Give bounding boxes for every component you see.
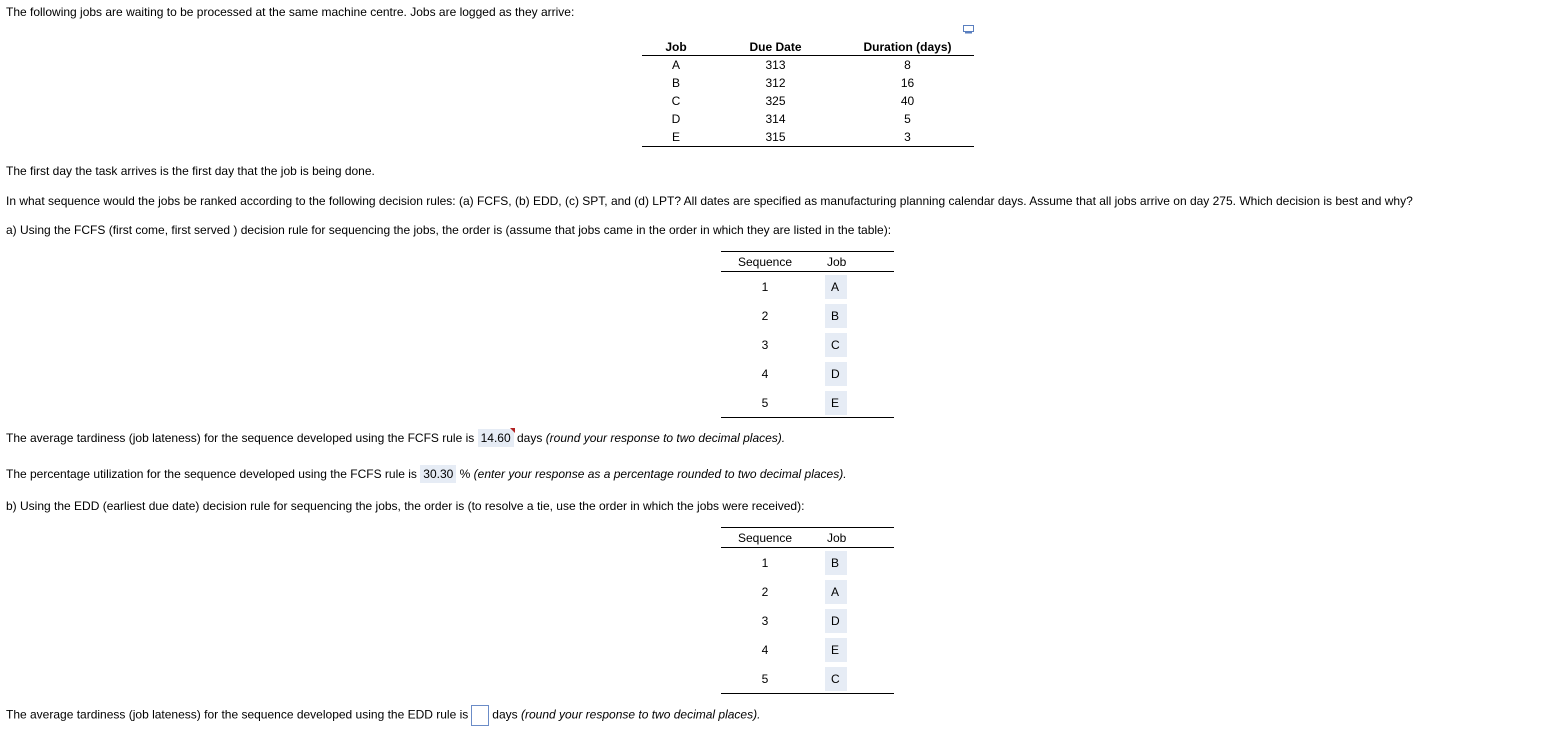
job-cell: E <box>642 128 710 147</box>
fcfs-job-answer[interactable]: E <box>825 391 847 415</box>
sequence-cell: 4 <box>761 366 769 381</box>
table-row <box>642 128 974 147</box>
fcfs-utilization-answer[interactable]: 30.30 <box>420 465 456 483</box>
col-header-duration: Duration (days) <box>841 38 974 56</box>
col-header-sequence: Sequence <box>721 528 809 548</box>
table-row <box>721 548 894 578</box>
expand-table-icon[interactable] <box>963 25 974 34</box>
due-date-cell: 313 <box>765 58 786 72</box>
fcfs-job-answer[interactable]: B <box>825 304 847 328</box>
sequence-cell: 2 <box>761 308 769 323</box>
fcfs-utilization-prefix: The percentage utilization for the sequence developed using the FCFS rule is <box>6 467 417 481</box>
fcfs-tardiness-unit: days <box>516 431 543 445</box>
sequence-cell: 1 <box>761 555 769 570</box>
duration-cell: 40 <box>900 94 915 108</box>
fcfs-tardiness-line <box>6 431 785 445</box>
table-row <box>721 635 894 664</box>
due-date-cell: 312 <box>765 76 786 90</box>
part-b-prompt: b) Using the EDD (earliest due date) decision rule for sequencing the jobs, the order is (to resolve a tie, use the order in which the jobs were received): <box>6 499 805 513</box>
sequence-cell: 1 <box>761 279 769 294</box>
edd-job-answer[interactable]: D <box>825 609 847 633</box>
intro-text: The following jobs are waiting to be processed at the same machine centre. Jobs are logged as they arrive: <box>6 5 575 19</box>
question-text: In what sequence would the jobs be ranked according to the following decision rules: (a) FCFS, (b) EDD, (c) SPT, and (d) LPT? All dates are specified as manufacturing planning calendar days. Assume that all jobs arrive on day 275. Which decision is best and why? <box>6 194 1413 208</box>
fcfs-tardiness-hint: (round your response to two decimal places). <box>545 431 786 445</box>
fcfs-job-answer[interactable]: C <box>825 333 847 357</box>
fcfs-utilization-unit: % <box>459 467 471 481</box>
sequence-cell: 5 <box>721 664 809 694</box>
edd-job-answer[interactable]: E <box>825 638 847 662</box>
table-row <box>642 92 974 110</box>
edd-tardiness-line <box>6 705 760 726</box>
due-date-cell: 314 <box>765 112 786 126</box>
fcfs-utilization-line <box>6 467 847 481</box>
col-header-job: Job <box>642 38 710 56</box>
edd-sequence-table <box>721 527 894 694</box>
duration-cell: 16 <box>900 76 915 90</box>
fcfs-job-answer[interactable]: A <box>825 275 847 299</box>
table-row <box>642 74 974 92</box>
table-row <box>642 56 974 75</box>
sequence-cell: 4 <box>761 642 769 657</box>
sequence-cell: 5 <box>721 388 809 418</box>
table-row <box>721 359 894 388</box>
job-cell: C <box>671 94 681 108</box>
edd-job-answer[interactable]: A <box>825 580 847 604</box>
fcfs-job-answer[interactable]: D <box>825 362 847 386</box>
job-cell: D <box>671 112 681 126</box>
edd-tardiness-prefix: The average tardiness (job lateness) for the sequence developed using the EDD rule is <box>6 707 469 722</box>
sequence-cell: 3 <box>761 613 769 628</box>
table-row <box>721 577 894 606</box>
duration-cell: 3 <box>841 128 974 147</box>
edd-tardiness-hint: (round your response to two decimal places). <box>520 707 761 722</box>
jobs-table <box>642 38 974 147</box>
table-row <box>721 272 894 302</box>
due-date-cell: 315 <box>710 128 841 147</box>
due-date-cell: 325 <box>765 94 786 108</box>
table-row <box>721 606 894 635</box>
fcfs-tardiness-prefix: The average tardiness (job lateness) for the sequence developed using the FCFS rule is <box>6 431 475 445</box>
col-header-job: Job <box>809 252 894 272</box>
table-row <box>721 330 894 359</box>
table-row <box>642 110 974 128</box>
edd-job-answer[interactable]: C <box>825 667 847 691</box>
sequence-cell: 3 <box>761 337 769 352</box>
fcfs-sequence-table <box>721 251 894 418</box>
duration-cell: 5 <box>904 112 911 126</box>
edd-job-answer[interactable]: B <box>825 551 847 575</box>
edd-tardiness-unit: days <box>492 707 518 722</box>
col-header-sequence: Sequence <box>721 252 809 272</box>
table-row <box>721 664 894 694</box>
table-row <box>721 301 894 330</box>
job-cell: B <box>671 76 680 90</box>
col-header-due-date: Due Date <box>710 38 841 56</box>
fcfs-utilization-hint: (enter your response as a percentage rounded to two decimal places). <box>473 467 847 481</box>
first-day-note: The first day the task arrives is the first day that the job is being done. <box>6 164 375 178</box>
job-cell: A <box>671 58 680 72</box>
fcfs-tardiness-answer[interactable]: 14.60 <box>478 429 514 447</box>
table-row <box>721 388 894 418</box>
sequence-cell: 2 <box>761 584 769 599</box>
part-a-prompt: a) Using the FCFS (first come, first served ) decision rule for sequencing the jobs, the order is (assume that jobs came in the order in which they are listed in the table): <box>6 223 892 237</box>
duration-cell: 8 <box>904 58 911 72</box>
edd-tardiness-input[interactable] <box>471 705 489 726</box>
col-header-job: Job <box>809 528 894 548</box>
